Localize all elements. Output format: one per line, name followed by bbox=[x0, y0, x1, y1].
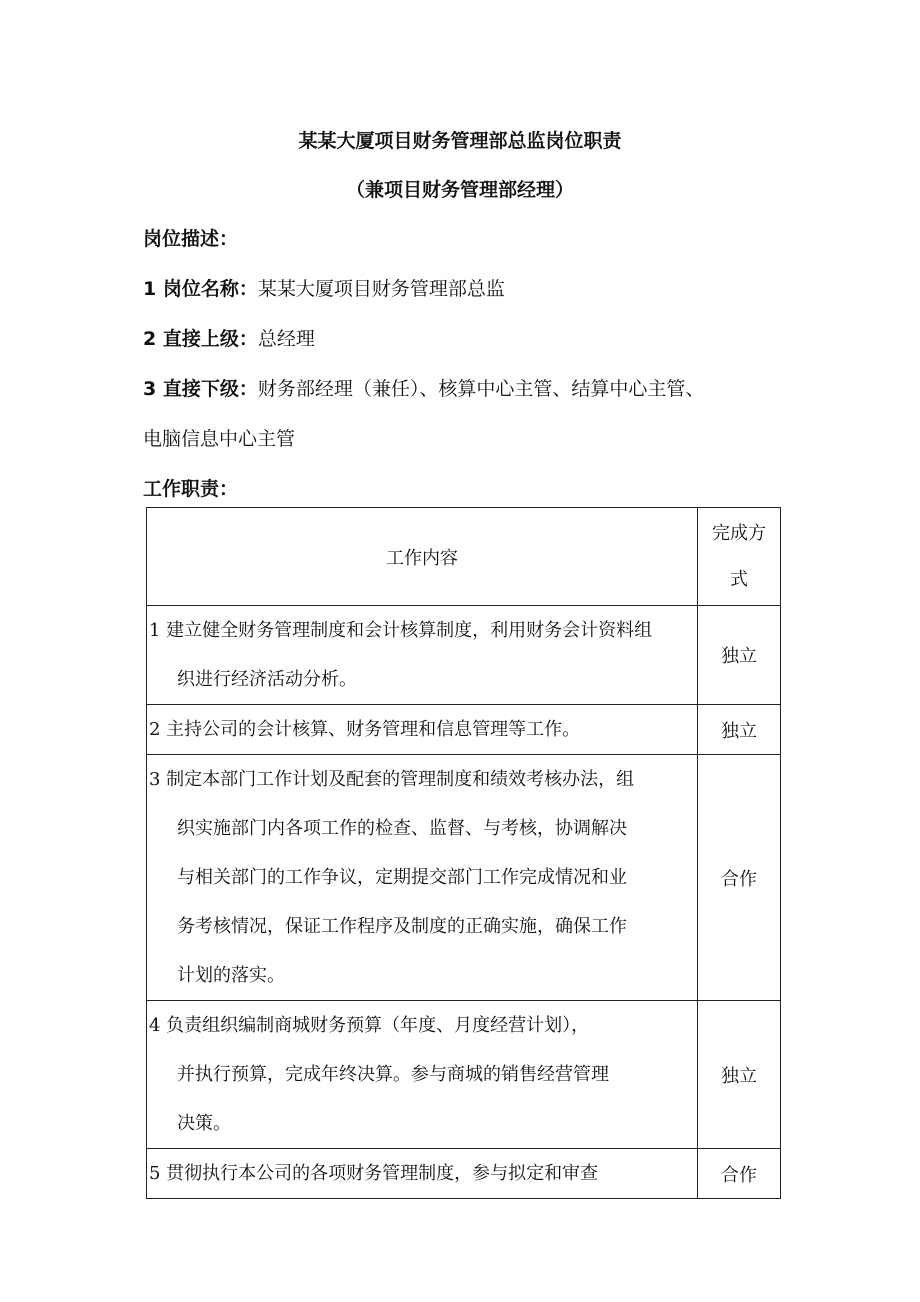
direct-subordinates-value: 财务部经理（兼任）、核算中心主管、结算中心主管、 bbox=[257, 378, 705, 400]
duty-text-line: 与相关部门的工作争议，定期提交部门工作完成情况和业 bbox=[177, 867, 627, 888]
document-subtitle: （兼项目财务管理部经理） bbox=[345, 179, 574, 201]
duty-content-cell bbox=[147, 606, 698, 705]
direct-subordinates-label: 3 直接下级： bbox=[143, 378, 258, 400]
job-title-value: 某某大厦项目财务管理部总监 bbox=[257, 278, 505, 300]
duty-text-line: 1 建立健全财务管理制度和会计核算制度，利用财务会计资料组 bbox=[149, 620, 653, 641]
direct-superior-value: 总经理 bbox=[257, 328, 315, 350]
job-title-item bbox=[143, 274, 505, 301]
duty-text-line: 织实施部门内各项工作的检查、监督、与考核，协调解决 bbox=[177, 818, 627, 839]
job-description-heading: 岗位描述： bbox=[143, 228, 239, 250]
table-row bbox=[147, 1001, 781, 1149]
duty-text-line: 务考核情况，保证工作程序及制度的正确实施，确保工作 bbox=[177, 916, 627, 937]
table-row bbox=[147, 1149, 781, 1199]
table-row bbox=[147, 705, 781, 755]
duty-text-line: 计划的落实。 bbox=[177, 965, 285, 986]
duty-content-cell bbox=[147, 1149, 698, 1199]
document-title: 某某大厦项目财务管理部总监岗位职责 bbox=[298, 130, 622, 152]
duty-text-line: 决策。 bbox=[177, 1113, 231, 1134]
duty-mode-cell: 合作 bbox=[698, 1149, 781, 1199]
duty-mode-cell: 合作 bbox=[698, 755, 781, 1001]
duty-mode-cell: 独立 bbox=[698, 606, 781, 705]
header-mode-line1: 完成方 bbox=[712, 522, 766, 544]
header-mode-line2: 式 bbox=[730, 568, 748, 590]
table-row bbox=[147, 606, 781, 705]
duty-text-line: 4 负责组织编制商城财务预算（年度、月度经营计划）， bbox=[149, 1015, 590, 1036]
duty-text-line: 并执行预算，完成年终决算。参与商城的销售经营管理 bbox=[177, 1064, 609, 1085]
duty-mode-cell: 独立 bbox=[698, 705, 781, 755]
header-content-cell: 工作内容 bbox=[147, 508, 698, 606]
header-mode-cell bbox=[698, 508, 781, 606]
duty-content-cell bbox=[147, 755, 698, 1001]
duty-text-line: 5 贯彻执行本公司的各项财务管理制度，参与拟定和审查 bbox=[149, 1163, 599, 1184]
duty-content-cell bbox=[147, 705, 698, 755]
direct-superior-label: 2 直接上级： bbox=[143, 328, 258, 350]
direct-subordinates-item bbox=[143, 374, 704, 401]
direct-subordinates-continuation: 电脑信息中心主管 bbox=[143, 428, 296, 450]
duties-table bbox=[146, 507, 781, 1199]
duties-heading: 工作职责： bbox=[143, 478, 239, 500]
table-row bbox=[147, 755, 781, 1001]
duty-text-line: 3 制定本部门工作计划及配套的管理制度和绩效考核办法，组 bbox=[149, 769, 635, 790]
duty-content-cell bbox=[147, 1001, 698, 1149]
table-header-row bbox=[147, 508, 781, 606]
duty-text-line: 织进行经济活动分析。 bbox=[177, 669, 357, 690]
duty-mode-cell: 独立 bbox=[698, 1001, 781, 1149]
direct-superior-item bbox=[143, 324, 315, 351]
job-title-label: 1 岗位名称： bbox=[143, 278, 258, 300]
duty-text-line: 2 主持公司的会计核算、财务管理和信息管理等工作。 bbox=[149, 719, 581, 740]
